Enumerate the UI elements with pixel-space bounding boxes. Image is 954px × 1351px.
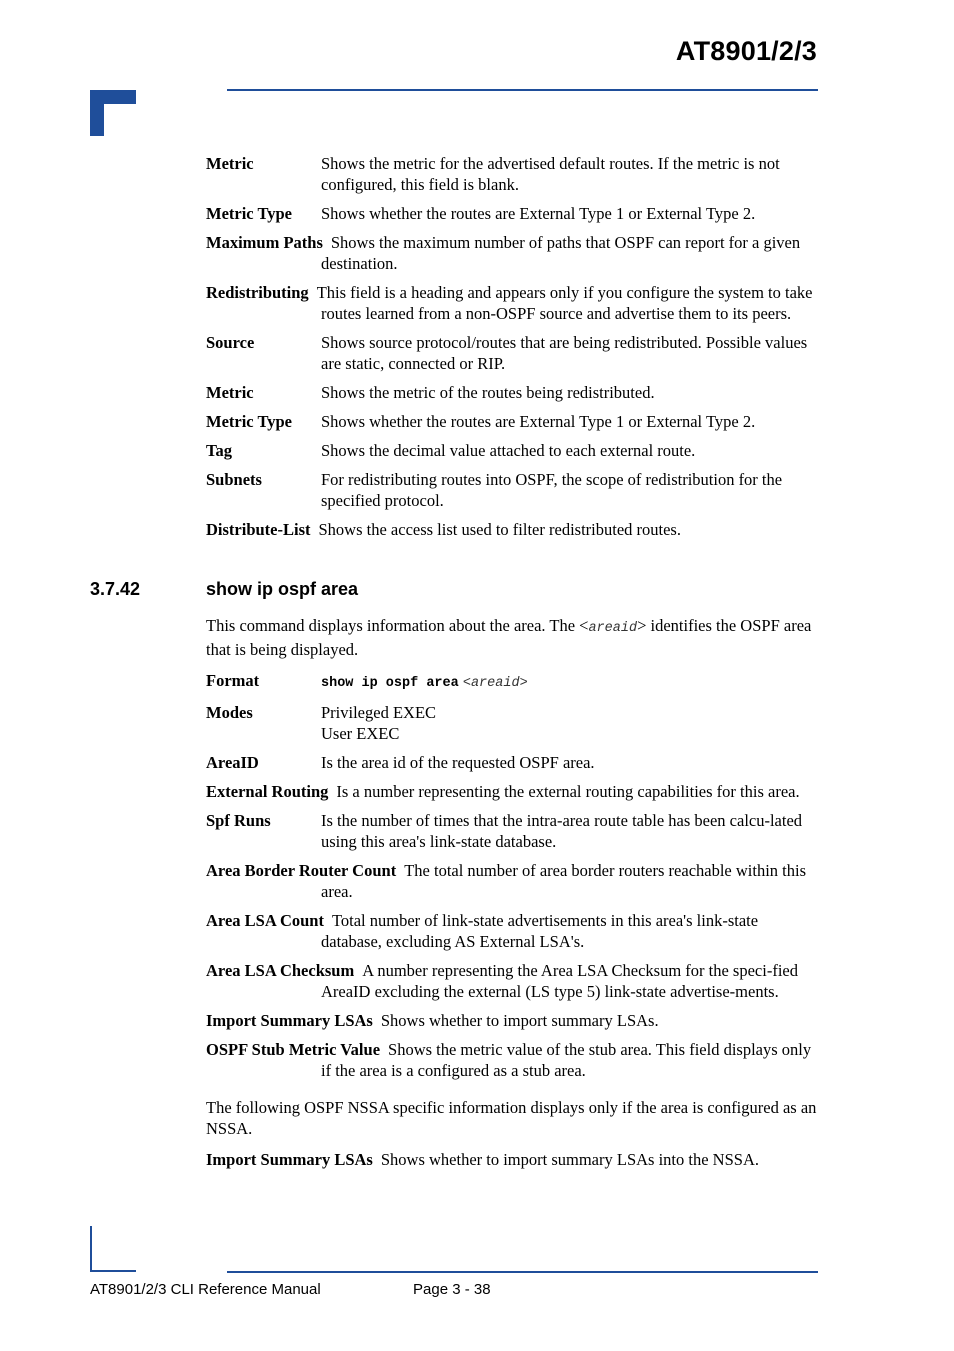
- def-term: External Routing: [206, 782, 329, 801]
- intro-text-before: This command displays information about the area. The <: [206, 616, 589, 635]
- def-external-routing: [206, 781, 818, 802]
- corner-mark-bottom-vertical: [90, 1226, 92, 1272]
- definition-list-1: [206, 153, 818, 548]
- def-term: Distribute-List: [206, 520, 311, 539]
- def-desc: Shows whether the routes are External Type 1 or External Type 2.: [321, 412, 756, 431]
- def-desc: Is the number of times that the intra-area route table has been calcu-lated using this area's link-state database.: [321, 811, 803, 851]
- def-desc: Shows the decimal value attached to each external route.: [321, 441, 696, 460]
- def-area-lsa-count: [206, 910, 818, 952]
- def-term: Redistributing: [206, 283, 309, 302]
- document-title: AT8901/2/3: [675, 36, 817, 66]
- def-term: OSPF Stub Metric Value: [206, 1040, 381, 1059]
- def-desc: Is a number representing the external routing capabilities for this area.: [336, 782, 800, 801]
- def-desc: Total number of link-state advertisements in this area's link-state database, excluding AS External LSA's.: [321, 911, 759, 951]
- def-desc: Is the area id of the requested OSPF area.: [321, 753, 595, 772]
- def-spf-runs: [206, 810, 818, 852]
- footer-manual-title: AT8901/2/3 CLI Reference Manual: [90, 1281, 321, 1298]
- def-tag: [206, 440, 818, 461]
- def-redistributing: [206, 282, 818, 324]
- mode-user: User EXEC: [321, 724, 400, 743]
- def-term: Area LSA Count: [206, 911, 324, 930]
- def-metric-2: [206, 382, 818, 403]
- def-area-lsa-checksum: [206, 960, 818, 1002]
- section-number: 3.7.42: [90, 579, 141, 599]
- def-maximum-paths: [206, 232, 818, 274]
- def-term: Source: [206, 333, 255, 352]
- def-term: Metric Type: [206, 204, 292, 223]
- def-term: Import Summary LSAs: [206, 1011, 373, 1030]
- def-desc: Shows the metric of the routes being redistributed.: [321, 383, 655, 402]
- def-source: [206, 332, 818, 374]
- nssa-note: The following OSPF NSSA specific information displays only if the area is configured as an NSSA.: [206, 1098, 817, 1138]
- mode-privileged: Privileged EXEC: [321, 703, 437, 722]
- format-command: show ip ospf area: [321, 676, 459, 691]
- def-term: Metric Type: [206, 412, 292, 431]
- def-metric: [206, 153, 818, 195]
- def-term: Subnets: [206, 470, 262, 489]
- def-term: Spf Runs: [206, 811, 271, 830]
- def-term: Tag: [206, 441, 232, 460]
- section-title: show ip ospf area: [206, 579, 359, 599]
- footer-page-number: Page 3 - 38: [413, 1281, 491, 1298]
- def-desc: Shows source protocol/routes that are being redistributed. Possible values are static, connected or RIP.: [321, 333, 808, 373]
- def-desc: This field is a heading and appears only if you configure the system to take routes learned from a non-OSPF source and advertise them to its peers.: [316, 283, 813, 323]
- format-param: <areaid>: [462, 676, 528, 691]
- modes-row: [206, 702, 818, 744]
- def-metric-type: [206, 203, 818, 224]
- def-term: Import Summary LSAs: [206, 1150, 373, 1169]
- intro-text-after: > identifies the OSPF area that is being displayed.: [206, 616, 812, 659]
- section-body: [206, 615, 818, 1178]
- def-area-border-router-count: [206, 860, 818, 902]
- header-rule: [227, 89, 818, 91]
- intro-paragraph: [206, 615, 818, 660]
- def-desc: The total number of area border routers reachable within this area.: [321, 861, 807, 901]
- def-import-summary-lsas: [206, 1010, 818, 1031]
- def-term: Maximum Paths: [206, 233, 323, 252]
- def-areaid: [206, 752, 818, 773]
- def-desc: Shows whether to import summary LSAs into the NSSA.: [380, 1150, 759, 1169]
- corner-mark-bottom: [90, 1270, 136, 1272]
- def-term: Metric: [206, 383, 254, 402]
- format-term: Format: [206, 671, 260, 690]
- def-desc: Shows the access list used to filter redistributed routes.: [318, 520, 681, 539]
- intro-param: areaid: [588, 621, 638, 636]
- format-row: [206, 670, 818, 694]
- def-term: AreaID: [206, 753, 259, 772]
- def-distribute-list: [206, 519, 818, 540]
- footer-rule: [227, 1271, 818, 1273]
- def-desc: Shows whether to import summary LSAs.: [380, 1011, 659, 1030]
- def-term: Metric: [206, 154, 254, 173]
- def-desc: A number representing the Area LSA Checksum for the speci-fied AreaID excluding the external (LS type 5) link-state advertise-ments.: [321, 961, 798, 1001]
- def-desc: Shows the metric value of the stub area. This field displays only if the area is a configured as a stub area.: [321, 1040, 812, 1080]
- def-desc: Shows whether the routes are External Type 1 or External Type 2.: [321, 204, 756, 223]
- def-desc: Shows the metric for the advertised default routes. If the metric is not configured, this field is blank.: [321, 154, 780, 194]
- def-term: Area LSA Checksum: [206, 961, 355, 980]
- def-desc: For redistributing routes into OSPF, the scope of redistribution for the specified protocol.: [321, 470, 783, 510]
- def-desc: Shows the maximum number of paths that OSPF can report for a given destination.: [321, 233, 801, 273]
- modes-term: Modes: [206, 703, 253, 722]
- def-import-summary-lsas-nssa: [206, 1149, 818, 1170]
- def-metric-type-2: [206, 411, 818, 432]
- def-subnets: [206, 469, 818, 511]
- def-term: Area Border Router Count: [206, 861, 397, 880]
- corner-mark-top-vertical: [90, 90, 104, 136]
- def-ospf-stub-metric-value: [206, 1039, 818, 1081]
